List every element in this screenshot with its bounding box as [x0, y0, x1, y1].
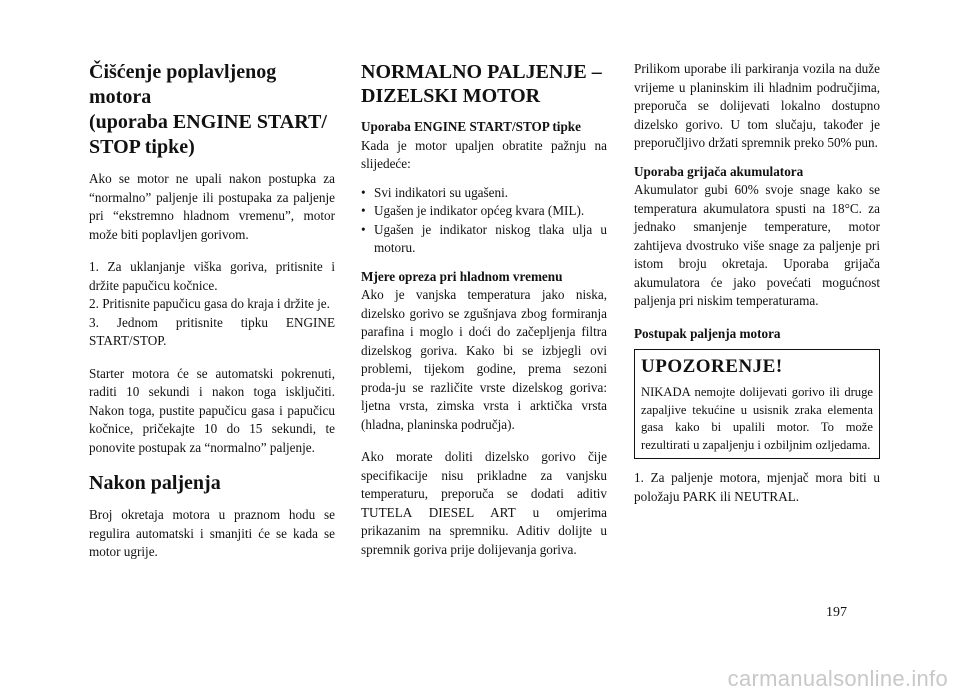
- subheading-start-stop: Uporaba ENGINE START/STOP tipke: [361, 119, 581, 134]
- additive-paragraph: Ako morate doliti dizelsko gorivo čije specifikacije nisu prikladne za vanjsku temperaturu, preporuča se dodati aditiv TUTELA DIESEL ART u omjerima prikazanim na spremniku. Aditiv dolijte u spremnik goriva prije dolijevanja goriva.: [361, 449, 607, 557]
- starter-paragraph: Starter motora će se automatski pokrenuti, raditi 10 sekundi i nakon toga isključiti. Nakon toga, pustite papučicu gasa i papučicu kočnice, pričekajte 10 do 15 sekundi, te ponovite postupak za “normalno” paljenje.: [89, 365, 335, 455]
- warning-box: [634, 349, 880, 459]
- subheading-start-procedure: Postupak paljenja motora: [634, 325, 781, 341]
- heading-line: STOP tipke): [89, 136, 195, 158]
- column-3: [634, 60, 880, 506]
- list-item: • Ugašen je indikator općeg kvara (MIL).: [361, 202, 607, 221]
- column-2: [361, 60, 607, 559]
- start-stop-paragraph: Kada je motor upaljen obratite pažnju na slijedeće:: [361, 137, 607, 171]
- list-item: • Ugašen je indikator niskog tlaka ulja u motoru.: [361, 221, 607, 258]
- subheading-cold-weather: Mjere opreza pri hladnom vremenu: [361, 268, 563, 284]
- step-3: 3. Jednom pritisnite tipku ENGINE START/STOP.: [89, 314, 335, 348]
- idle-paragraph: Broj okretaja motora u praznom hodu se regulira automatski i smanjiti će se kada se motor ugrije.: [89, 507, 335, 559]
- page-number: 197: [826, 605, 847, 620]
- watermark: carmanualsonline.info: [727, 666, 948, 691]
- heading-line: NORMALNO PALJENJE –: [361, 61, 602, 83]
- battery-heater-paragraph: Akumulator gubi 60% svoje snage kako se temperatura akumulatora spusti na 18°C. za jednako smanjenje temperature, motor zahtijeva dvostruko više snage za paljenje pri istom broju okretaja. Uporaba grijača akumulatora će jako povećati mogućnost paljenja pri niskim temperaturama.: [634, 182, 880, 308]
- column-1: [89, 60, 335, 562]
- warning-title: UPOZORENJE!: [641, 356, 783, 377]
- heading-line: (uporaba ENGINE START/: [89, 111, 327, 133]
- mountain-paragraph: Prilikom uporabe ili parkiranja vozila na duže vrijeme u planinskim ili hladnim područjima, preporuča se dolijevati lokalno dostupno dizelsko gorivo. U tom slučaju, također je preporučljivo držati spremnik preko 50% pun.: [634, 61, 880, 150]
- heading-line: DIZELSKI MOTOR: [361, 85, 541, 107]
- flooded-intro-paragraph: Ako se motor ne upali nakon postupka za “normalno” paljenje ili postupaka za paljenje pri “ekstremno hladnom vremenu”, motor može biti poplavljen gorivom.: [89, 171, 335, 242]
- list-item: • Svi indikatori su ugašeni.: [361, 184, 607, 203]
- procedure-step-1: 1. Za paljenje motora, mjenjač mora biti u položaju PARK ili NEUTRAL.: [634, 470, 880, 504]
- section-heading-diesel-start: [361, 60, 607, 108]
- step-2: 2. Pritisnite papučicu gasa do kraja i držite je.: [89, 296, 330, 311]
- cold-weather-paragraph: Ako je vanjska temperatura jako niska, dizelsko gorivo se zgušnjava zbog formiranja parafina i moglo i doći do začepljenja filtra dizelskog goriva. Kako bi se izbjegli ovi problemi, tijekom godine, prema sezoni proda-ju se različite vrste dizelskog goriva: ljetna vrsta, zimska vrsta i arktička vrsta (hladna, planinska područja).: [361, 287, 607, 432]
- heading-line: Čišćenje poplavljenog motora: [89, 61, 277, 108]
- warning-text: NIKADA nemojte dolijevati gorivo ili druge zapaljive tekućine u usisnik zraka elementa gasa kako bi upalili motor. To može rezultirati u zapaljenju i ozbiljnim ozljedama.: [641, 385, 873, 452]
- step-1: 1. Za uklanjanje viška goriva, pritisnite i držite papučicu kočnice.: [89, 259, 335, 293]
- section-heading-flooded-engine: [89, 60, 335, 160]
- section-heading-after-start: Nakon paljenja: [89, 472, 221, 494]
- subheading-battery-heater: Uporaba grijača akumulatora: [634, 163, 804, 179]
- indicator-list: [361, 184, 607, 258]
